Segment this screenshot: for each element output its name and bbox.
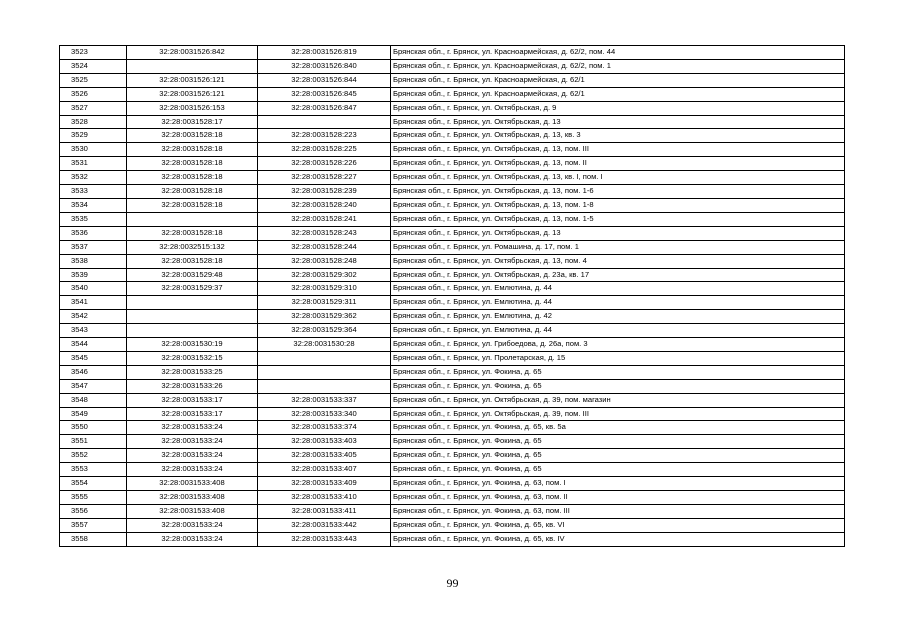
row-number-cell: 3530 [60, 143, 127, 157]
table-row [60, 407, 845, 421]
table-row [60, 477, 845, 491]
address-cell: Брянская обл., г. Брянск, ул. Фокина, д. 65 [391, 463, 845, 477]
row-number-cell: 3546 [60, 365, 127, 379]
table-row [60, 491, 845, 505]
parent-cadastral-cell: 32:28:0031533:25 [127, 365, 258, 379]
parent-cadastral-cell: 32:28:0031533:17 [127, 407, 258, 421]
table-row [60, 157, 845, 171]
table-row [60, 504, 845, 518]
address-cell: Брянская обл., г. Брянск, ул. Фокина, д. 65, кв. VI [391, 518, 845, 532]
table-row [60, 449, 845, 463]
page-number: 99 [446, 576, 459, 590]
row-number-cell: 3548 [60, 393, 127, 407]
cadastral-number-cell: 32:28:0031526:844 [258, 73, 391, 87]
parent-cadastral-cell [127, 324, 258, 338]
table-row [60, 268, 845, 282]
cadastral-number-cell: 32:28:0031529:310 [258, 282, 391, 296]
cadastral-number-cell: 32:28:0031533:337 [258, 393, 391, 407]
row-number-cell: 3531 [60, 157, 127, 171]
cadastral-number-cell: 32:28:0031529:302 [258, 268, 391, 282]
address-cell: Брянская обл., г. Брянск, ул. Октябрьская, д. 13 [391, 115, 845, 129]
parent-cadastral-cell [127, 310, 258, 324]
address-cell: Брянская обл., г. Брянск, ул. Красноармейская, д. 62/2, пом. 1 [391, 59, 845, 73]
table-row [60, 435, 845, 449]
row-number-cell: 3537 [60, 240, 127, 254]
table-row [60, 338, 845, 352]
cadastral-number-cell: 32:28:0031533:442 [258, 518, 391, 532]
address-cell: Брянская обл., г. Брянск, ул. Октябрьская, д. 39, пом. III [391, 407, 845, 421]
cadastral-number-cell: 32:28:0031533:403 [258, 435, 391, 449]
address-cell: Брянская обл., г. Брянск, ул. Фокина, д. 65 [391, 435, 845, 449]
parent-cadastral-cell: 32:28:0031533:408 [127, 491, 258, 505]
parent-cadastral-cell: 32:28:0031530:19 [127, 338, 258, 352]
row-number-cell: 3550 [60, 421, 127, 435]
table-row [60, 73, 845, 87]
table-row [60, 532, 845, 546]
parent-cadastral-cell: 32:28:0031533:24 [127, 421, 258, 435]
row-number-cell: 3538 [60, 254, 127, 268]
address-cell: Брянская обл., г. Брянск, ул. Октябрьская, д. 13, пом. III [391, 143, 845, 157]
table-row [60, 310, 845, 324]
table-row [60, 212, 845, 226]
address-cell: Брянская обл., г. Брянск, ул. Фокина, д. 65, кв. 5а [391, 421, 845, 435]
address-cell: Брянская обл., г. Брянск, ул. Красноармейская, д. 62/1 [391, 73, 845, 87]
table-row [60, 129, 845, 143]
address-cell: Брянская обл., г. Брянск, ул. Емлютина, д. 44 [391, 296, 845, 310]
parent-cadastral-cell: 32:28:0031533:17 [127, 393, 258, 407]
row-number-cell: 3556 [60, 504, 127, 518]
address-cell: Брянская обл., г. Брянск, ул. Фокина, д. 65, кв. IV [391, 532, 845, 546]
parent-cadastral-cell: 32:28:0031526:153 [127, 101, 258, 115]
row-number-cell: 3545 [60, 351, 127, 365]
row-number-cell: 3533 [60, 185, 127, 199]
address-cell: Брянская обл., г. Брянск, ул. Октябрьская, д. 39, пом. магазин [391, 393, 845, 407]
table-row [60, 87, 845, 101]
table-row [60, 393, 845, 407]
cadastral-number-cell: 32:28:0031526:819 [258, 46, 391, 60]
cadastral-number-cell [258, 365, 391, 379]
table-row [60, 463, 845, 477]
address-cell: Брянская обл., г. Брянск, ул. Октябрьская, д. 13 [391, 226, 845, 240]
registry-table [59, 45, 845, 547]
row-number-cell: 3526 [60, 87, 127, 101]
table-row [60, 143, 845, 157]
parent-cadastral-cell: 32:28:0031528:18 [127, 129, 258, 143]
row-number-cell: 3542 [60, 310, 127, 324]
cadastral-number-cell: 32:28:0031528:244 [258, 240, 391, 254]
address-cell: Брянская обл., г. Брянск, ул. Октябрьская, д. 13, кв. 3 [391, 129, 845, 143]
address-cell: Брянская обл., г. Брянск, ул. Октябрьская, д. 23а, кв. 17 [391, 268, 845, 282]
cadastral-number-cell: 32:28:0031533:410 [258, 491, 391, 505]
address-cell: Брянская обл., г. Брянск, ул. Октябрьская, д. 13, пом. 1-5 [391, 212, 845, 226]
cadastral-number-cell: 32:28:0031530:28 [258, 338, 391, 352]
cadastral-number-cell: 32:28:0031528:225 [258, 143, 391, 157]
address-cell: Брянская обл., г. Брянск, ул. Фокина, д. 65 [391, 449, 845, 463]
row-number-cell: 3534 [60, 198, 127, 212]
cadastral-number-cell: 32:28:0031533:411 [258, 504, 391, 518]
table-row [60, 226, 845, 240]
address-cell: Брянская обл., г. Брянск, ул. Фокина, д. 65 [391, 365, 845, 379]
parent-cadastral-cell: 32:28:0031529:48 [127, 268, 258, 282]
address-cell: Брянская обл., г. Брянск, ул. Емлютина, д. 42 [391, 310, 845, 324]
parent-cadastral-cell: 32:28:0031526:121 [127, 87, 258, 101]
table-row [60, 101, 845, 115]
parent-cadastral-cell: 32:28:0031532:15 [127, 351, 258, 365]
table-row [60, 296, 845, 310]
table-row [60, 324, 845, 338]
row-number-cell: 3532 [60, 171, 127, 185]
address-cell: Брянская обл., г. Брянск, ул. Емлютина, д. 44 [391, 282, 845, 296]
address-cell: Брянская обл., г. Брянск, ул. Красноармейская, д. 62/1 [391, 87, 845, 101]
address-cell: Брянская обл., г. Брянск, ул. Фокина, д. 63, пом. I [391, 477, 845, 491]
row-number-cell: 3557 [60, 518, 127, 532]
cadastral-number-cell [258, 115, 391, 129]
address-cell: Брянская обл., г. Брянск, ул. Октябрьская, д. 13, пом. 4 [391, 254, 845, 268]
row-number-cell: 3525 [60, 73, 127, 87]
cadastral-number-cell: 32:28:0031528:243 [258, 226, 391, 240]
parent-cadastral-cell: 32:28:0031533:408 [127, 477, 258, 491]
address-cell: Брянская обл., г. Брянск, ул. Октябрьская, д. 13, пом. 1-8 [391, 198, 845, 212]
address-cell: Брянская обл., г. Брянск, ул. Фокина, д. 63, пом. II [391, 491, 845, 505]
table-row [60, 421, 845, 435]
parent-cadastral-cell: 32:28:0031533:24 [127, 449, 258, 463]
row-number-cell: 3535 [60, 212, 127, 226]
parent-cadastral-cell: 32:28:0031528:18 [127, 157, 258, 171]
table-row [60, 379, 845, 393]
address-cell: Брянская обл., г. Брянск, ул. Красноармейская, д. 62/2, пом. 44 [391, 46, 845, 60]
parent-cadastral-cell: 32:28:0031529:37 [127, 282, 258, 296]
parent-cadastral-cell: 32:28:0031533:408 [127, 504, 258, 518]
address-cell: Брянская обл., г. Брянск, ул. Октябрьская, д. 13, пом. 1-6 [391, 185, 845, 199]
cadastral-number-cell: 32:28:0031528:240 [258, 198, 391, 212]
table-row [60, 115, 845, 129]
parent-cadastral-cell: 32:28:0032515:132 [127, 240, 258, 254]
address-cell: Брянская обл., г. Брянск, ул. Фокина, д. 63, пом. III [391, 504, 845, 518]
row-number-cell: 3558 [60, 532, 127, 546]
table-row [60, 59, 845, 73]
cadastral-number-cell: 32:28:0031528:239 [258, 185, 391, 199]
row-number-cell: 3554 [60, 477, 127, 491]
cadastral-number-cell [258, 379, 391, 393]
cadastral-number-cell: 32:28:0031533:409 [258, 477, 391, 491]
cadastral-number-cell: 32:28:0031528:248 [258, 254, 391, 268]
parent-cadastral-cell: 32:28:0031533:24 [127, 532, 258, 546]
row-number-cell: 3544 [60, 338, 127, 352]
address-cell: Брянская обл., г. Брянск, ул. Ромашина, д. 17, пом. 1 [391, 240, 845, 254]
table-row [60, 240, 845, 254]
parent-cadastral-cell: 32:28:0031533:24 [127, 463, 258, 477]
row-number-cell: 3541 [60, 296, 127, 310]
row-number-cell: 3529 [60, 129, 127, 143]
row-number-cell: 3527 [60, 101, 127, 115]
parent-cadastral-cell: 32:28:0031528:18 [127, 143, 258, 157]
parent-cadastral-cell: 32:28:0031526:121 [127, 73, 258, 87]
cadastral-number-cell: 32:28:0031533:443 [258, 532, 391, 546]
row-number-cell: 3543 [60, 324, 127, 338]
registry-table-body [60, 46, 845, 547]
row-number-cell: 3536 [60, 226, 127, 240]
table-row [60, 254, 845, 268]
address-cell: Брянская обл., г. Брянск, ул. Фокина, д. 65 [391, 379, 845, 393]
parent-cadastral-cell: 32:28:0031528:17 [127, 115, 258, 129]
cadastral-number-cell: 32:28:0031533:407 [258, 463, 391, 477]
cadastral-number-cell: 32:28:0031528:226 [258, 157, 391, 171]
parent-cadastral-cell: 32:28:0031528:18 [127, 185, 258, 199]
row-number-cell: 3540 [60, 282, 127, 296]
row-number-cell: 3552 [60, 449, 127, 463]
table-row [60, 198, 845, 212]
address-cell: Брянская обл., г. Брянск, ул. Пролетарская, д. 15 [391, 351, 845, 365]
address-cell: Брянская обл., г. Брянск, ул. Октябрьская, д. 13, кв. I, пом. I [391, 171, 845, 185]
parent-cadastral-cell [127, 59, 258, 73]
address-cell: Брянская обл., г. Брянск, ул. Грибоедова, д. 26а, пом. 3 [391, 338, 845, 352]
parent-cadastral-cell [127, 212, 258, 226]
parent-cadastral-cell: 32:28:0031533:24 [127, 518, 258, 532]
cadastral-number-cell [258, 351, 391, 365]
parent-cadastral-cell: 32:28:0031528:18 [127, 226, 258, 240]
table-row [60, 46, 845, 60]
cadastral-number-cell: 32:28:0031533:374 [258, 421, 391, 435]
cadastral-number-cell: 32:28:0031528:223 [258, 129, 391, 143]
table-row [60, 185, 845, 199]
address-cell: Брянская обл., г. Брянск, ул. Емлютина, д. 44 [391, 324, 845, 338]
table-row [60, 518, 845, 532]
row-number-cell: 3549 [60, 407, 127, 421]
row-number-cell: 3553 [60, 463, 127, 477]
cadastral-number-cell: 32:28:0031533:405 [258, 449, 391, 463]
row-number-cell: 3523 [60, 46, 127, 60]
parent-cadastral-cell: 32:28:0031533:24 [127, 435, 258, 449]
address-cell: Брянская обл., г. Брянск, ул. Октябрьская, д. 9 [391, 101, 845, 115]
cadastral-number-cell: 32:28:0031526:847 [258, 101, 391, 115]
row-number-cell: 3539 [60, 268, 127, 282]
row-number-cell: 3524 [60, 59, 127, 73]
parent-cadastral-cell: 32:28:0031528:18 [127, 198, 258, 212]
parent-cadastral-cell [127, 296, 258, 310]
row-number-cell: 3528 [60, 115, 127, 129]
cadastral-number-cell: 32:28:0031533:340 [258, 407, 391, 421]
cadastral-number-cell: 32:28:0031528:241 [258, 212, 391, 226]
parent-cadastral-cell: 32:28:0031533:26 [127, 379, 258, 393]
cadastral-number-cell: 32:28:0031526:840 [258, 59, 391, 73]
row-number-cell: 3551 [60, 435, 127, 449]
cadastral-number-cell: 32:28:0031529:364 [258, 324, 391, 338]
row-number-cell: 3547 [60, 379, 127, 393]
table-row [60, 282, 845, 296]
cadastral-number-cell: 32:28:0031529:362 [258, 310, 391, 324]
cadastral-number-cell: 32:28:0031528:227 [258, 171, 391, 185]
parent-cadastral-cell: 32:28:0031528:18 [127, 171, 258, 185]
parent-cadastral-cell: 32:28:0031526:842 [127, 46, 258, 60]
table-row [60, 351, 845, 365]
table-row [60, 365, 845, 379]
cadastral-number-cell: 32:28:0031526:845 [258, 87, 391, 101]
parent-cadastral-cell: 32:28:0031528:18 [127, 254, 258, 268]
row-number-cell: 3555 [60, 491, 127, 505]
cadastral-number-cell: 32:28:0031529:311 [258, 296, 391, 310]
address-cell: Брянская обл., г. Брянск, ул. Октябрьская, д. 13, пом. II [391, 157, 845, 171]
table-row [60, 171, 845, 185]
